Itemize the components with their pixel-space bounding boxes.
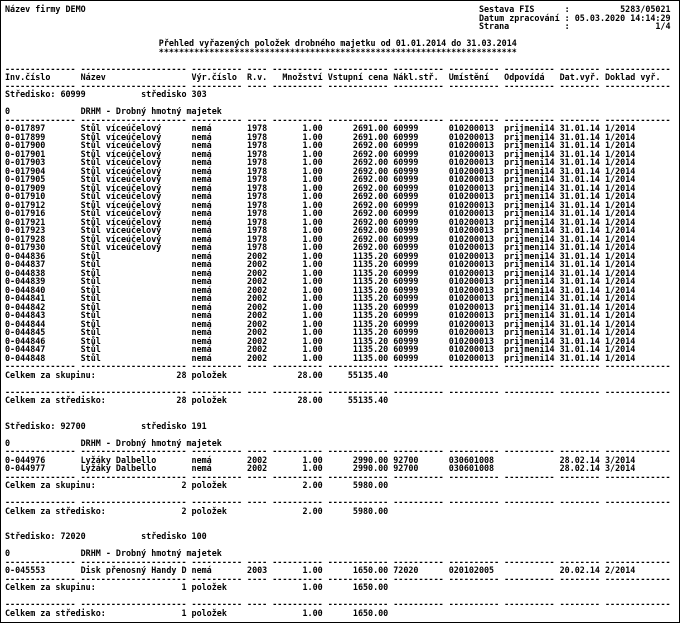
meta-colon: : bbox=[564, 4, 570, 14]
table-row: 0-017923 Stůl víceúčelový nemá 1978 1.00 2692.00 60999 010200013 prijmeni14 31.01.14 1/2014 bbox=[5, 225, 671, 235]
stredisko-header: Středisko: 60999 středisko 303 bbox=[5, 89, 207, 99]
table-row: 0-044836 Stůl nemá 2002 1.00 1135.20 60999 010200013 prijmeni14 31.01.14 1/2014 bbox=[5, 250, 671, 261]
meta-strana bbox=[479, 22, 671, 31]
separator-line: -------------- --------------------- ---------- ---- ---------- ------------ ---------- ---------- ---------- -------- ------------- bbox=[5, 497, 671, 507]
separator-line: -------------- --------------------- ---------- ---- ---------- ------------ ---------- ---------- ---------- -------- ------------- bbox=[5, 573, 671, 584]
table-row: 0-017909 Stůl víceúčelový nemá 1978 1.00 2692.00 60999 010200013 prijmeni14 31.01.14 1/2014 bbox=[5, 182, 671, 193]
table-row: 0-044848 Stůl nemá 2002 1.00 1135.00 60999 010200013 prijmeni14 31.01.14 1/2014 bbox=[5, 352, 671, 363]
stredisko-header: Středisko: 72020 středisko 100 bbox=[5, 531, 207, 541]
group-total-row: Celkem za skupinu: 1 položek 1.00 1650.00 bbox=[5, 582, 389, 592]
table-row: 0-017930 Stůl víceúčelový nemá 1978 1.00 2692.00 60999 010200013 prijmeni14 31.01.14 1/2014 bbox=[5, 242, 671, 252]
table-row: 0-044841 Stůl nemá 2002 1.00 1135.20 60999 010200013 prijmeni14 31.01.14 1/2014 bbox=[5, 293, 671, 303]
separator-line: -------------- --------------------- ---------- ---- ---------- ------------ ---------- ---------- ---------- -------- ------------- bbox=[5, 556, 671, 567]
table-row: 0-044977 Lyžáky Dalbello nemá 2002 1.00 2990.00 92700 030601008 28.02.14 3/2014 bbox=[5, 463, 671, 473]
table-row: 0-044837 Stůl nemá 2002 1.00 1135.20 60999 010200013 prijmeni14 31.01.14 1/2014 bbox=[5, 259, 671, 269]
stredisko-total-row: Celkem za středisko: 2 položek 2.00 5980.00 bbox=[5, 505, 389, 516]
meta-colon: : bbox=[564, 12, 570, 23]
table-row: 0-017899 Stůl víceúčelový nemá 1978 1.00 2691.00 60999 010200013 prijmeni14 31.01.14 1/2014 bbox=[5, 131, 671, 142]
table-row: 0-017928 Stůl víceúčelový nemá 1978 1.00 2692.00 60999 010200013 prijmeni14 31.01.14 1/2014 bbox=[5, 233, 671, 244]
separator-line: -------------- --------------------- ---------- ---- ---------- ------------ ---------- ---------- ---------- -------- ------------- bbox=[5, 80, 671, 91]
company-name: Název firmy DEMO bbox=[5, 4, 86, 14]
table-row: 0-017903 Stůl víceúčelový nemá 1978 1.00 2692.00 60999 010200013 prijmeni14 31.01.14 1/2014 bbox=[5, 157, 671, 167]
table-row: 0-044976 Lyžáky Dalbello nemá 2002 1.00 2990.00 92700 030601008 28.02.14 3/2014 bbox=[5, 454, 671, 465]
table-row: 0-017897 Stůl víceúčelový nemá 1978 1.00 2691.00 60999 010200013 prijmeni14 31.01.14 1/2014 bbox=[5, 123, 671, 133]
table-row: 0-045553 Disk přenosný Handy D nemá 2003 1.00 1650.00 72020 020102005 20.02.14 2/2014 bbox=[5, 565, 671, 575]
meta-colon: : bbox=[564, 21, 570, 31]
separator-line: -------------- --------------------- ---------- ---- ---------- ------------ ---------- ---------- ---------- -------- ------------- bbox=[5, 361, 671, 371]
table-row: 0-044844 Stůl nemá 2002 1.00 1135.20 60999 010200013 prijmeni14 31.01.14 1/2014 bbox=[5, 318, 671, 329]
report-header-line-2 bbox=[5, 14, 679, 23]
group-total-row: Celkem za skupinu: 28 položek 28.00 55135.40 bbox=[5, 369, 389, 380]
table-row: 0-017916 Stůl víceúčelový nemá 1978 1.00 2692.00 60999 010200013 prijmeni14 31.01.14 1/2014 bbox=[5, 208, 671, 218]
meta-label: Datum zpracování bbox=[478, 12, 560, 23]
separator-line: -------------- --------------------- ---------- ---- ---------- ------------ ---------- ---------- ---------- -------- ------------- bbox=[5, 63, 671, 74]
stredisko-header: Středisko: 92700 středisko 191 bbox=[5, 420, 207, 431]
column-header-row: Inv.číslo Název Výr.číslo R.v. Množství Vstupní cena Nákl.stř. Umístění Odpovídá Dat.vyř. Doklad vyř. bbox=[5, 72, 671, 82]
report-title: Přehled vyřazených položek drobného majetku od 01.01.2014 do 31.03.2014 bbox=[158, 38, 517, 48]
separator-line: -------------- --------------------- ---------- ---- ---------- ------------ ---------- ---------- ---------- -------- ------------- bbox=[5, 446, 671, 456]
table-row: 0-044847 Stůl nemá 2002 1.00 1135.20 60999 010200013 prijmeni14 31.01.14 1/2014 bbox=[5, 344, 671, 354]
blank-line bbox=[5, 515, 679, 524]
table-row: 0-044845 Stůl nemá 2002 1.00 1135.20 60999 010200013 prijmeni14 31.01.14 1/2014 bbox=[5, 327, 671, 337]
separator-line: -------------- --------------------- ---------- ---- ---------- ------------ ---------- ---------- ---------- -------- ------------- bbox=[5, 599, 671, 609]
stredisko-total-row: Celkem za středisko: 28 položek 28.00 55135.40 bbox=[5, 395, 389, 405]
blank-line bbox=[5, 405, 679, 414]
separator-line: -------------- --------------------- ---------- ---- ---------- ------------ ---------- ---------- ---------- -------- ------------- bbox=[5, 114, 671, 125]
meta-value: 5283/05021 bbox=[620, 4, 671, 14]
meta-label: Sestava FIS bbox=[478, 4, 535, 14]
separator-line: -------------- --------------------- ---------- ---- ---------- ------------ ---------- ---------- ---------- -------- ------------- bbox=[5, 386, 671, 397]
group-header: 0 DRHM - Drobný hmotný majetek bbox=[5, 548, 222, 558]
meta-label: Strana bbox=[478, 21, 510, 31]
table-row: 0-017904 Stůl víceúčelový nemá 1978 1.00 2692.00 60999 010200013 prijmeni14 31.01.14 1/2014 bbox=[5, 165, 671, 176]
meta-value: 05.03.2020 14:14:29 bbox=[574, 12, 671, 23]
table-row: 0-044838 Stůl nemá 2002 1.00 1135.20 60999 010200013 prijmeni14 31.01.14 1/2014 bbox=[5, 267, 671, 278]
table-row: 0-044840 Stůl nemá 2002 1.00 1135.20 60999 010200013 prijmeni14 31.01.14 1/2014 bbox=[5, 284, 671, 295]
group-header: 0 DRHM - Drobný hmotný majetek bbox=[5, 437, 222, 448]
title-underline: *********************************************************************** bbox=[158, 46, 517, 57]
report-header-line-3 bbox=[5, 22, 679, 31]
meta-value: 1/4 bbox=[655, 21, 671, 31]
table-row: 0-044843 Stůl nemá 2002 1.00 1135.20 60999 010200013 prijmeni14 31.01.14 1/2014 bbox=[5, 310, 671, 320]
table-row: 0-044842 Stůl nemá 2002 1.00 1135.20 60999 010200013 prijmeni14 31.01.14 1/2014 bbox=[5, 301, 671, 312]
report-body bbox=[5, 65, 679, 618]
table-row: 0-017921 Stůl víceúčelový nemá 1978 1.00 2692.00 60999 010200013 prijmeni14 31.01.14 1/2014 bbox=[5, 216, 671, 227]
table-row: 0-044839 Stůl nemá 2002 1.00 1135.20 60999 010200013 prijmeni14 31.01.14 1/2014 bbox=[5, 276, 671, 286]
group-total-row: Celkem za skupinu: 2 položek 2.00 5980.00 bbox=[5, 480, 389, 490]
stredisko-total-row: Celkem za středisko: 1 položek 1.00 1650.00 bbox=[5, 607, 389, 618]
group-header: 0 DRHM - Drobný hmotný majetek bbox=[5, 106, 222, 116]
table-row: 0-017910 Stůl víceúčelový nemá 1978 1.00 2692.00 60999 010200013 prijmeni14 31.01.14 1/2014 bbox=[5, 191, 671, 201]
table-row: 0-017905 Stůl víceúčelový nemá 1978 1.00 2692.00 60999 010200013 prijmeni14 31.01.14 1/2014 bbox=[5, 174, 671, 184]
separator-line: -------------- --------------------- ---------- ---- ---------- ------------ ---------- ---------- ---------- -------- ------------- bbox=[5, 471, 671, 482]
table-row: 0-017901 Stůl víceúčelový nemá 1978 1.00 2692.00 60999 010200013 prijmeni14 31.01.14 1/2014 bbox=[5, 148, 671, 159]
table-row: 0-017912 Stůl víceúčelový nemá 1978 1.00 2692.00 60999 010200013 prijmeni14 31.01.14 1/2014 bbox=[5, 199, 671, 210]
table-row: 0-017900 Stůl víceúčelový nemá 1978 1.00 2692.00 60999 010200013 prijmeni14 31.01.14 1/2014 bbox=[5, 140, 671, 150]
table-row: 0-044846 Stůl nemá 2002 1.00 1135.20 60999 010200013 prijmeni14 31.01.14 1/2014 bbox=[5, 335, 671, 346]
